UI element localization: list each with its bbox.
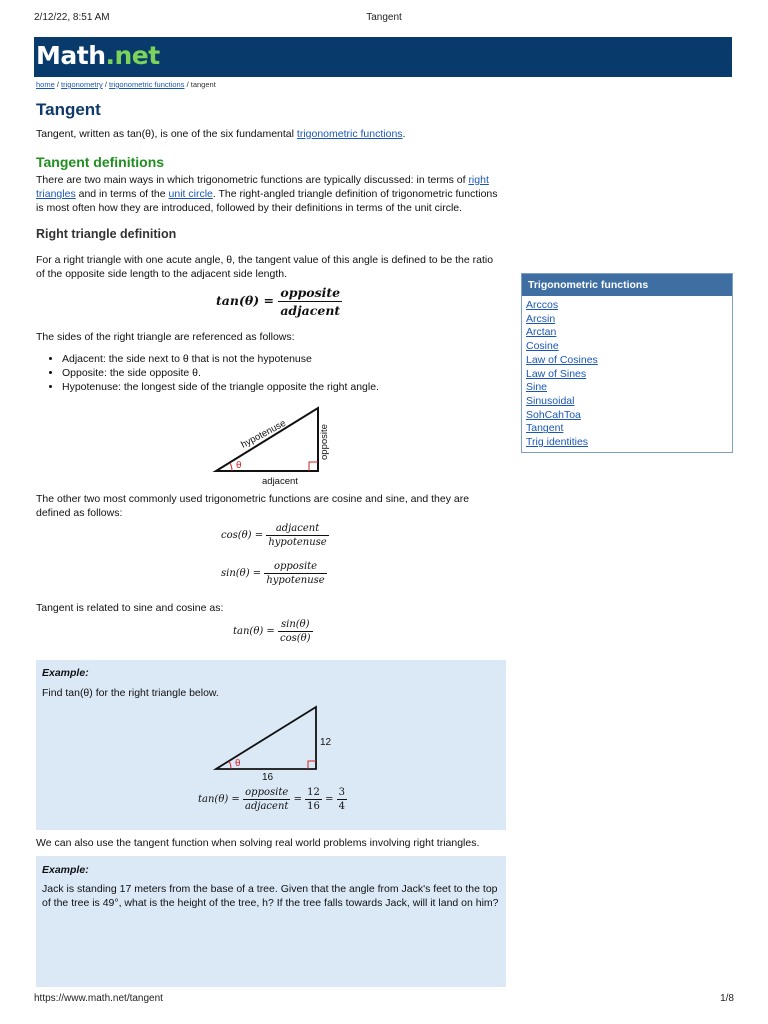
logo-dot-net: .net	[105, 41, 160, 70]
example-triangle-diagram	[210, 702, 360, 784]
sidebar-title: Trigonometric functions	[522, 274, 732, 296]
sidebar-item-arctan[interactable]: Arctan	[526, 326, 557, 339]
sidebar-item-law-of-sines[interactable]: Law of Sines	[526, 367, 587, 380]
breadcrumb	[36, 80, 216, 89]
example-title: Example:	[42, 864, 89, 876]
list-item: • Opposite: the side opposite θ.	[62, 366, 498, 380]
example-triangle-outline	[216, 707, 316, 769]
example-eq-den2: 16	[307, 801, 320, 812]
sidebar-list	[522, 296, 732, 453]
hypotenuse-label: hypotenuse	[239, 417, 288, 451]
formula-cos	[221, 523, 329, 548]
sidebar-item-cosine[interactable]: Cosine	[526, 340, 559, 353]
sides-intro: The sides of the right triangle are referenced as follows:	[36, 331, 295, 343]
heading-tangent-definitions: Tangent definitions	[36, 154, 165, 170]
intro-text: Tangent, written as tan(θ), is one of the six fundamental	[36, 128, 297, 140]
example-eq-equals: =	[325, 794, 334, 805]
example-eq-equals: =	[293, 794, 302, 805]
example-eq-lhs: tan(θ) =	[198, 794, 240, 805]
formula-sin-numerator: opposite	[264, 561, 326, 574]
formula-tan-sin: sin(θ)	[278, 619, 313, 632]
formula-cos-denominator: hypotenuse	[268, 537, 327, 548]
formula-sin-lhs: sin(θ) =	[221, 568, 262, 579]
sidebar-item-sohcahtoa[interactable]: SohCahToa	[526, 408, 581, 421]
example-eq-num3: 3	[338, 787, 346, 798]
definitions-text-1: There are two main ways in which trigonometric functions are typically discussed: in terms of	[36, 174, 469, 186]
logo-main: Math	[36, 41, 106, 70]
definitions-text-3: . The right-angled triangle definition of trigonometric functions is most often how they are introduced, followed by their definitions in terms of the unit circle.	[36, 188, 498, 214]
link-right-triangles-word1: right	[468, 174, 489, 186]
breadcrumb-sep: /	[56, 80, 59, 89]
example-box-2	[36, 856, 506, 987]
example-box-1	[36, 660, 506, 830]
example-text: Jack is standing 17 meters from the base of a tree. Given that the angle from Jack's feet to the top of the tree is 49°, what is the height of the tree, h? If the tree falls towards Jack, will it land on him?	[42, 883, 499, 909]
example-eq-den3: 4	[338, 801, 346, 812]
formula-tan-numerator: opposite	[278, 285, 342, 302]
heading-right-triangle-definition: Right triangle definition	[36, 227, 177, 241]
real-world-paragraph: We can also use the tangent function when solving real world problems involving right triangles.	[36, 837, 480, 849]
print-page-number: 1/8	[720, 993, 734, 1004]
theta-label: θ	[236, 461, 242, 471]
formula-sin-denominator: hypotenuse	[266, 575, 325, 586]
print-date: 2/12/22, 8:51 AM	[34, 12, 110, 23]
formula-tan-lhs: tan(θ) =	[216, 293, 274, 308]
breadcrumb-current: tangent	[190, 80, 216, 89]
breadcrumb-trigonometry[interactable]: trigonometry	[61, 80, 103, 89]
breadcrumb-sep: /	[186, 80, 189, 89]
cos-sin-paragraph: The other two most commonly used trigonometric functions are cosine and sine, and they are defined as follows:	[36, 493, 470, 519]
definitions-paragraph	[36, 173, 498, 215]
site-logo[interactable]	[36, 41, 160, 70]
opposite-label: opposite	[319, 424, 330, 460]
page-title: Tangent	[36, 100, 101, 119]
formula-tan-denominator: adjacent	[280, 303, 341, 318]
intro-link-trig-functions[interactable]: trigonometric functions	[296, 128, 403, 140]
angle-arc	[230, 463, 232, 471]
example-opposite-value: 12	[320, 737, 332, 748]
formula-sin	[221, 561, 327, 586]
print-url: https://www.math.net/tangent	[34, 993, 163, 1004]
breadcrumb-home[interactable]: home	[36, 80, 55, 89]
formula-tan-sin-cos	[233, 619, 313, 644]
sidebar-item-tangent[interactable]: Tangent	[526, 422, 564, 435]
site-banner	[34, 37, 732, 77]
example-right-angle-marker	[308, 761, 316, 769]
sidebar-item-arcsin[interactable]: Arcsin	[526, 312, 556, 325]
sidebar-item-law-of-cosines[interactable]: Law of Cosines	[526, 353, 598, 366]
formula-cos-numerator: adjacent	[266, 523, 328, 536]
list-item: • Adjacent: the side next to θ that is not the hypotenuse	[62, 352, 498, 366]
example-angle-arc	[229, 761, 231, 769]
sidebar-item-trig-identities[interactable]: Trig identities	[526, 436, 589, 449]
triangle-diagram	[205, 400, 345, 488]
definitions-text-2: and in terms of the	[75, 188, 169, 200]
right-triangle-paragraph: For a right triangle with one acute angle, θ, the tangent value of this angle is defined to be the ratio of the opposite side length to the adjacent side length.	[36, 254, 494, 280]
list-item: • Hypotenuse: the longest side of the triangle opposite the right angle.	[62, 380, 498, 394]
intro-end: .	[402, 128, 406, 140]
sides-list	[36, 352, 498, 394]
triangle-outline	[216, 408, 318, 471]
example-theta-label: θ	[235, 759, 241, 769]
sidebar-trig-functions	[521, 273, 733, 453]
tan-relation-paragraph: Tangent is related to sine and cosine as:	[36, 602, 224, 614]
adjacent-label: adjacent	[262, 476, 298, 487]
sidebar-item-sine[interactable]: Sine	[526, 381, 548, 394]
example-text: Find tan(θ) for the right triangle below.	[42, 687, 219, 699]
formula-cos-lhs: cos(θ) =	[221, 530, 264, 541]
breadcrumb-sep: /	[104, 80, 107, 89]
right-angle-marker	[309, 462, 318, 471]
example-eq-num1: opposite	[243, 787, 290, 800]
sidebar-item-sinusoidal[interactable]: Sinusoidal	[526, 394, 575, 407]
example-equation	[198, 787, 347, 812]
formula-tan-lhs: tan(θ) =	[233, 626, 275, 637]
print-title: Tangent	[366, 12, 402, 23]
link-right-triangles-word2: triangles	[36, 188, 76, 200]
breadcrumb-trig-functions[interactable]: trigonometric functions	[109, 80, 185, 89]
formula-tan-cos: cos(θ)	[280, 633, 311, 644]
example-title: Example:	[42, 667, 89, 679]
sidebar-item-arccos[interactable]: Arccos	[526, 299, 559, 311]
example-adjacent-value: 16	[262, 772, 274, 783]
link-unit-circle[interactable]: unit circle	[168, 188, 213, 200]
print-header	[34, 12, 734, 26]
example-eq-den1: adjacent	[245, 801, 289, 812]
example-eq-num2: 12	[307, 787, 320, 798]
formula-tan-ratio	[216, 285, 342, 318]
intro-paragraph	[36, 127, 498, 141]
